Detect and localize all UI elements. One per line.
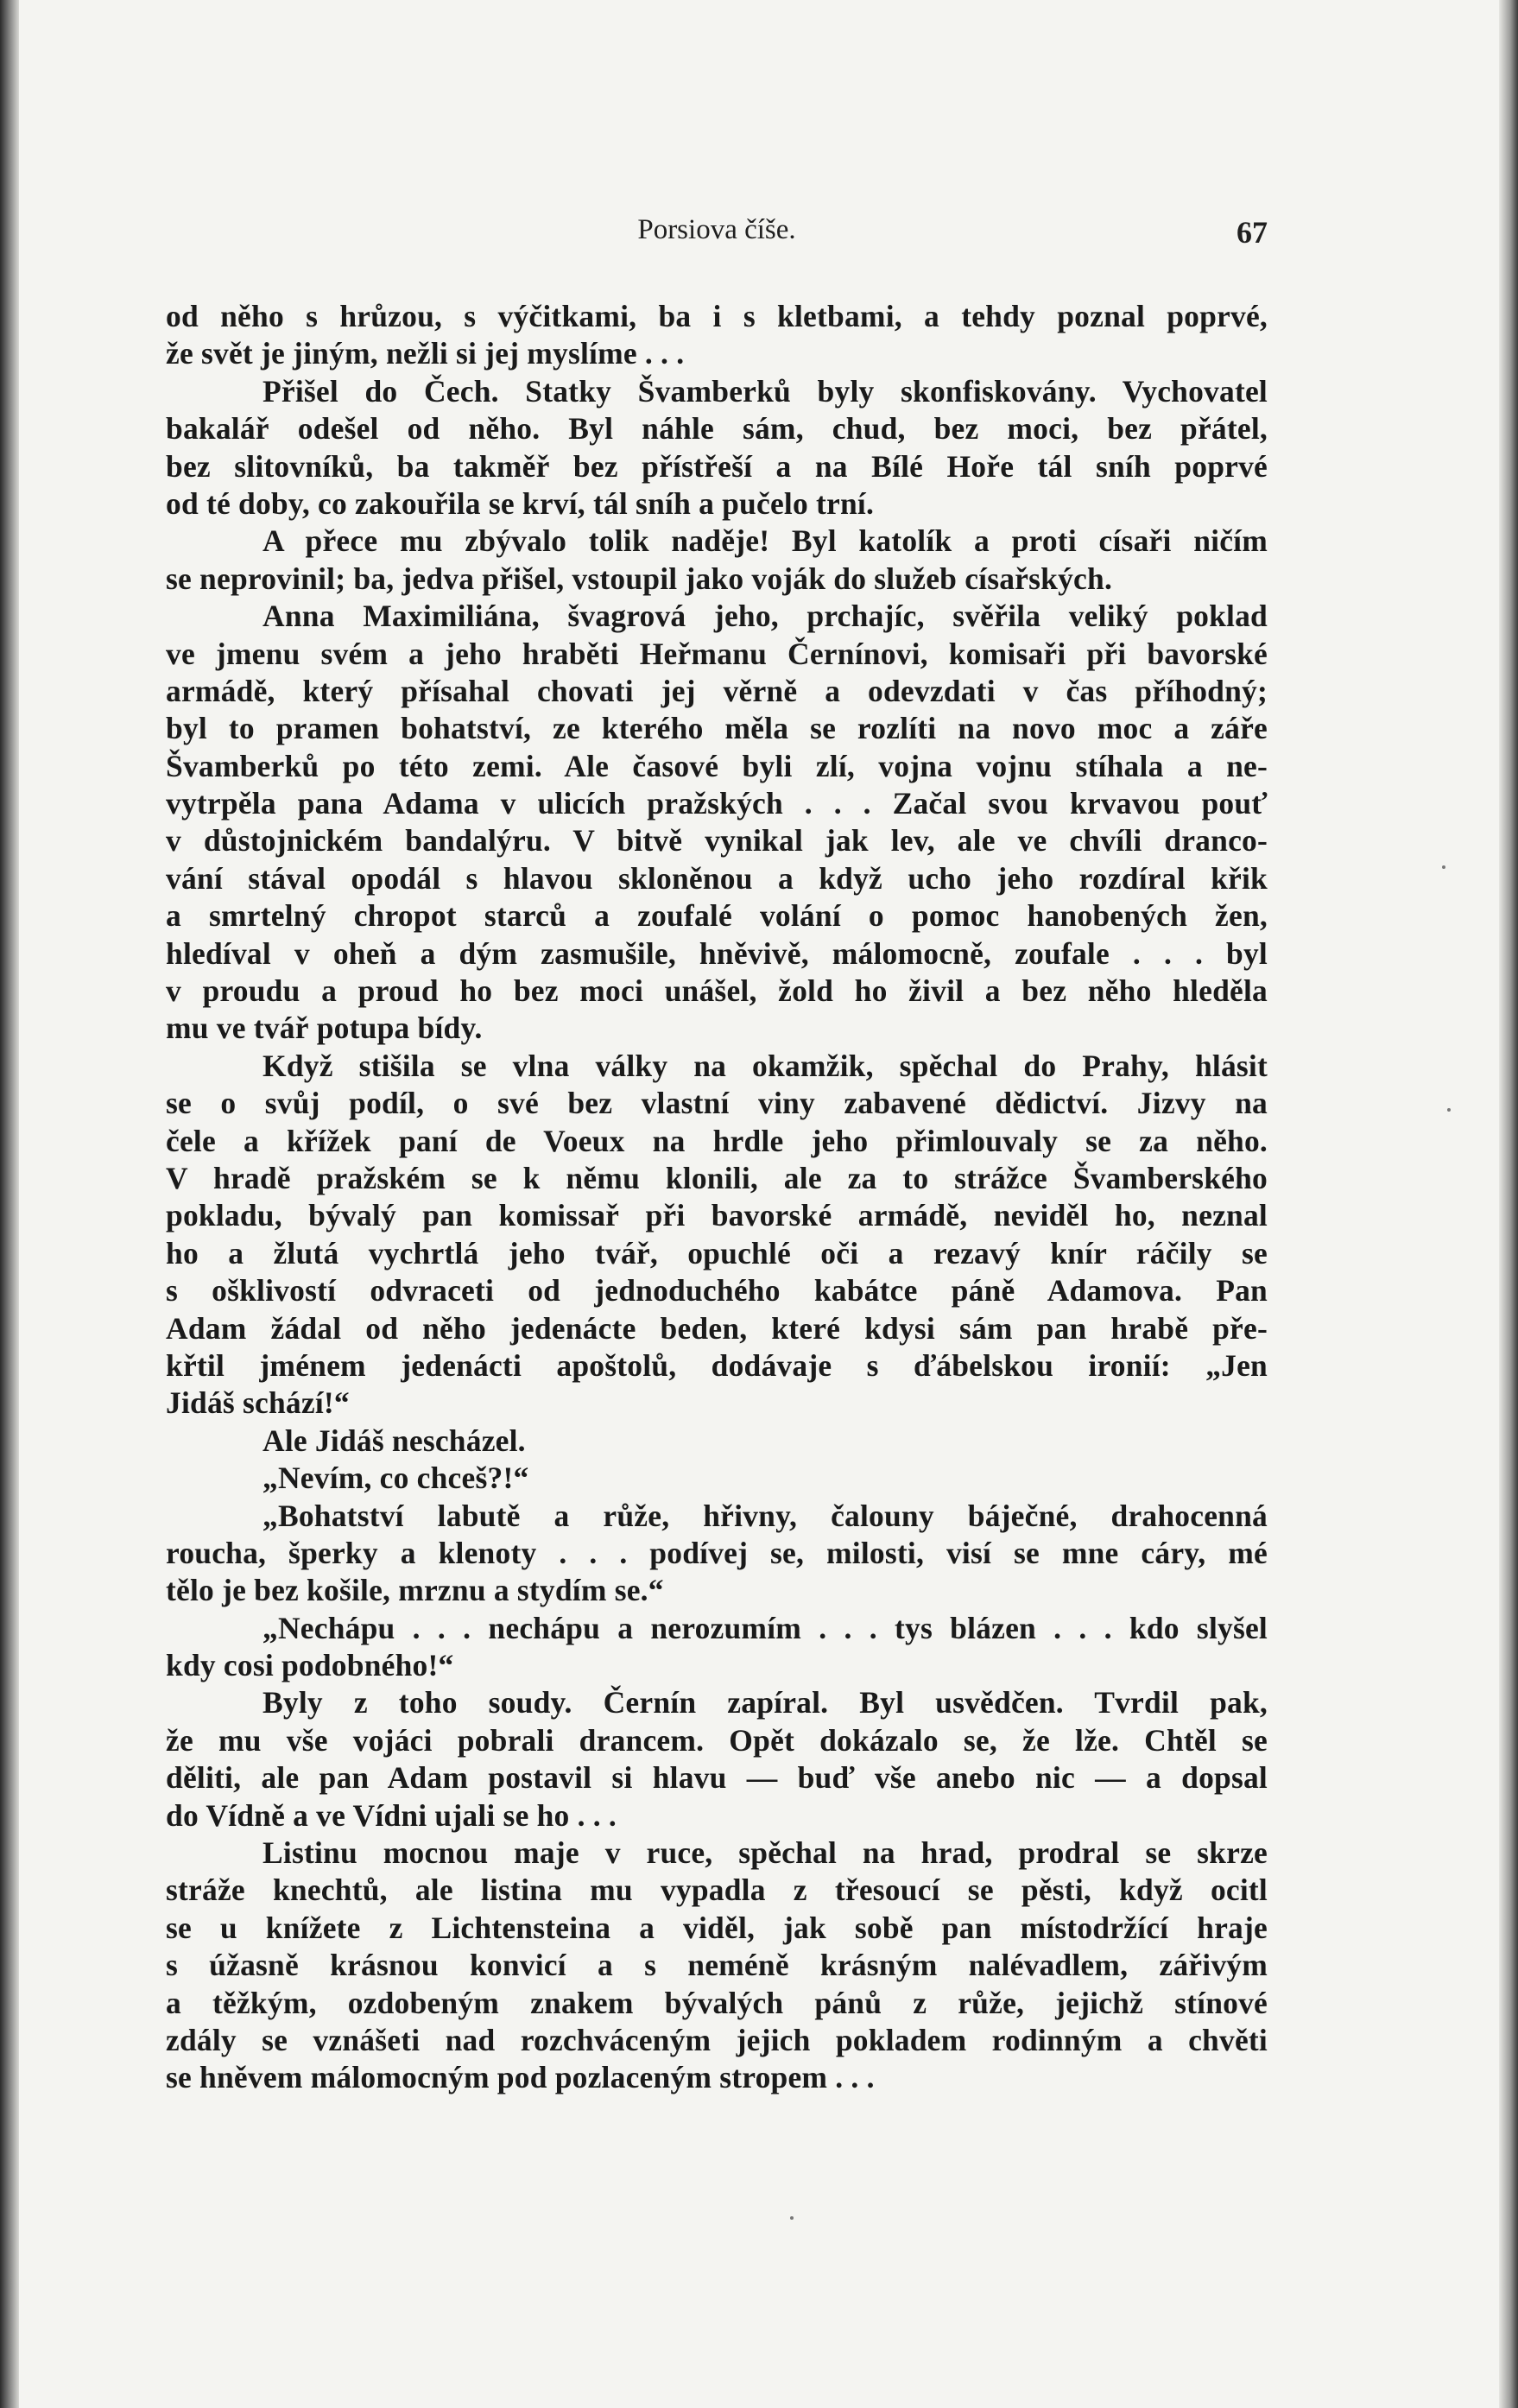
text-line: Byly z toho soudy. Černín zapíral. Byl usvědčen. Tvrdil pak, [262,1685,1268,1720]
text-line: stráže knechtů, ale listina mu vypadla z třesoucí se pěsti, když ocitl [166,1873,1268,1908]
running-title: Porsiova číše. [637,214,796,245]
text-line: s ošklivostí odvraceti od jednoduchého kabátce páně Adamova. Pan [166,1273,1268,1309]
text-line: Jidáš schází!“ [166,1385,350,1421]
text-line: Adam žádal od něho jedenácte beden, které kdysi sám pan hrabě pře- [166,1310,1268,1346]
page-number: 67 [1237,215,1268,250]
text-line: a smrtelný chropot starců a zoufalé volání o pomoc hanobených žen, [166,898,1268,934]
text-line: hledíval v oheň a dým zasmušile, hněvivě, málomocně, zoufale . . . byl [166,935,1268,971]
text-line: od něho s hrůzou, s výčitkami, ba i s kletbami, a tehdy poznal poprvé, [166,299,1268,333]
text-line: čele a křížek paní de Voeux na hrdle jeho přimlouvaly se za něho. [166,1123,1268,1158]
text-line: kdy cosi podobného!“ [166,1648,454,1683]
page-edge [1499,0,1518,2408]
text-line: bakalář odešel od něho. Byl náhle sám, chud, bez moci, bez přátel, [166,411,1268,447]
text-line: děliti, ale pan Adam postavil si hlavu — buď vše anebo nic — a dopsal [166,1760,1268,1796]
text-line: vytrpěla pana Adama v ulicích pražských . . . Začal svou krvavou pouť [166,786,1268,821]
text-line: Když stišila se vlna války na okamžik, spěchal do Prahy, hlásit [262,1048,1268,1083]
text-line: mu ve tvář potupa bídy. [166,1011,483,1046]
binding-shadow [0,0,19,2408]
text-line: že mu vše vojáci pobrali drancem. Opět dokázalo se, že lže. Chtěl se [166,1722,1268,1758]
text-line: „Nevím, co chceš?!“ [262,1461,529,1496]
running-header [166,214,1268,257]
text-line: se o svůj podíl, o své bez vlastní viny zabavené dědictví. Jizvy na [166,1086,1268,1121]
text-line: Listinu mocnou maje v ruce, spěchal na hrad, prodral se skrze [262,1835,1268,1871]
text-line: pokladu, bývalý pan komissař při bavorské armádě, neviděl ho, neznal [166,1198,1268,1233]
text-line: V hradě pražském se k němu klonili, ale za to strážce Švamberského [166,1160,1268,1195]
text-line: křtil jménem jedenácti apoštolů, dodávaje s ďábelskou ironií: „Jen [166,1347,1268,1383]
text-line: byl to pramen bohatství, ze kterého měla se rozlíti na novo moc a záře [166,711,1268,746]
text-line: ho a žlutá vychrtlá jeho tvář, opuchlé oči a rezavý knír ráčily se [166,1235,1268,1271]
speck-mark [1442,865,1445,869]
speck-mark [790,2216,794,2220]
text-line: roucha, šperky a klenoty . . . podívej se, milosti, visí se mne cáry, mé [166,1535,1268,1570]
body-text [166,298,1268,2097]
text-line: Ale Jidáš nescházel. [262,1423,526,1458]
text-line: se u knížete z Lichtensteina a viděl, jak sobě pan místodržící hraje [166,1910,1268,1945]
text-line: Přišel do Čech. Statky Švamberků byly skonfiskovány. Vychovatel [262,373,1268,409]
text-line: od té doby, co zakouřila se krví, tál sníh a pučelo trní. [166,485,875,521]
text-line: tělo je bez košile, mrznu a stydím se.“ [166,1573,664,1608]
text-line: bez slitovníků, ba takměř bez přístřeší a na Bílé Hoře tál sníh poprvé [166,448,1268,484]
text-line: Švamberků po této zemi. Ale časové byli zlí, vojna vojnu stíhala a ne- [166,748,1268,783]
text-line: se hněvem málomocným pod pozlaceným stropem . . . [166,2060,875,2095]
text-line: A přece mu zbývalo tolik naděje! Byl katolík a proti císaři ničím [262,523,1268,559]
speck-mark [1447,1108,1451,1112]
text-line: a těžkým, ozdobeným znakem bývalých pánů z růže, jejichž stínové [166,1985,1268,2020]
text-line: v důstojnickém bandalýru. V bitvě vynikal jak lev, ale ve chvíli dranco- [166,823,1268,859]
text-line: Anna Maximiliána, švagrová jeho, prchajíc, svěřila veliký poklad [262,599,1268,634]
text-line: s úžasně krásnou konvicí a s neméně krásným nalévadlem, zářivým [166,1948,1268,1983]
text-line: „Bohatství labutě a růže, hřivny, čalouny báječné, drahocenná [262,1498,1268,1533]
text-line: se neprovinil; ba, jedva přišel, vstoupil jako voják do služeb císařských. [166,561,1113,596]
text-line: ve jmenu svém a jeho hraběti Heřmanu Černínovi, komisaři při bavorské [166,636,1268,671]
text-line: „Nechápu . . . nechápu a nerozumím . . . tys blázen . . . kdo slyšel [262,1610,1268,1645]
text-line: zdály se vznášeti nad rozchváceným jejich pokladem rodinným a chvěti [166,2022,1268,2057]
text-line: armádě, který přísahal chovati jej věrně a odevzdati v čas příhodný; [166,673,1268,708]
text-line: že svět je jiným, nežli si jej myslíme . . . [166,336,685,371]
text-line: do Vídně a ve Vídni ujali se ho . . . [166,1797,617,1833]
text-line: vání stával opodál s hlavou skloněnou a když ucho jeho rozdíral křik [166,860,1268,896]
text-line: v proudu a proud ho bez moci unášel, žold ho živil a bez něho hleděla [166,973,1268,1009]
